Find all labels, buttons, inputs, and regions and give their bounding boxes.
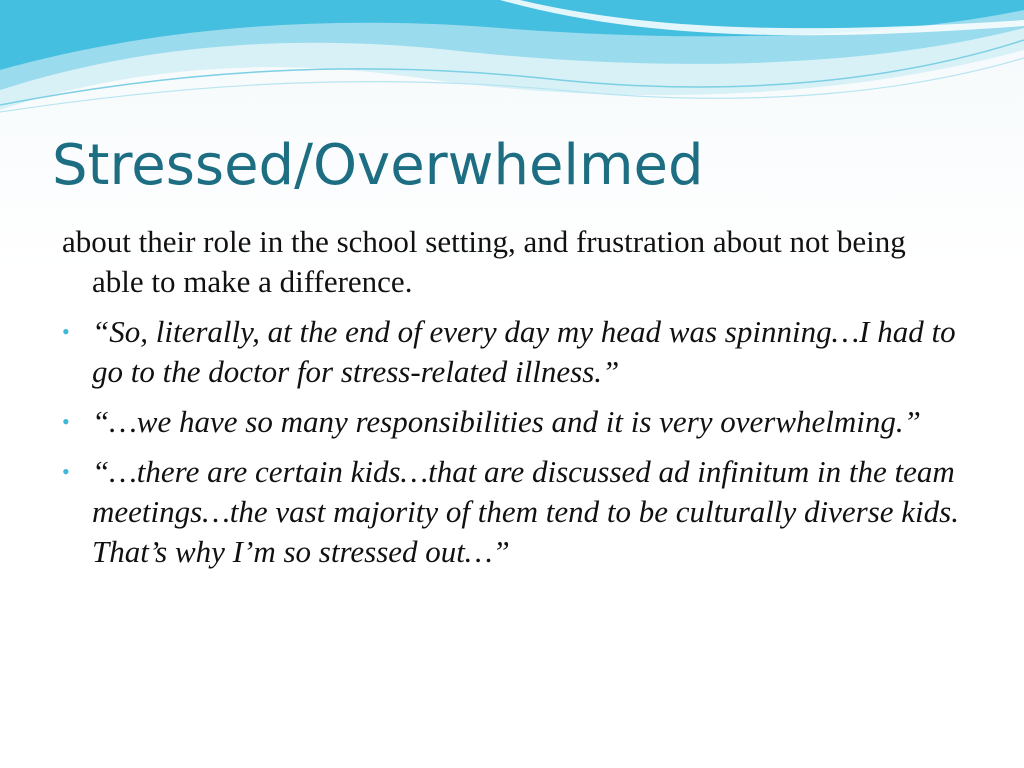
quote-text: “…we have so many responsibilities and it is very overwhelming.” — [92, 404, 921, 439]
slide-body — [62, 222, 962, 582]
bullet-icon: • — [62, 409, 70, 434]
quote-list — [62, 312, 962, 572]
quote-text: “So, literally, at the end of every day my head was spinning…I had to go to the doctor for stress-related illness.” — [92, 314, 956, 389]
quote-item — [62, 312, 962, 392]
slide-title: Stressed/Overwhelmed — [52, 133, 704, 198]
quote-item — [62, 452, 962, 572]
intro-text: about their role in the school setting, and frustration about not being able to make a difference. — [62, 224, 906, 299]
bullet-icon: • — [62, 319, 70, 344]
quote-item — [62, 402, 962, 442]
bullet-icon: • — [62, 459, 70, 484]
header-wave-decoration — [0, 0, 1024, 130]
quote-text: “…there are certain kids…that are discussed ad infinitum in the team meetings…the vast majority of them tend to be culturally diverse kids. That’s why I’m so stressed out…” — [92, 454, 959, 569]
